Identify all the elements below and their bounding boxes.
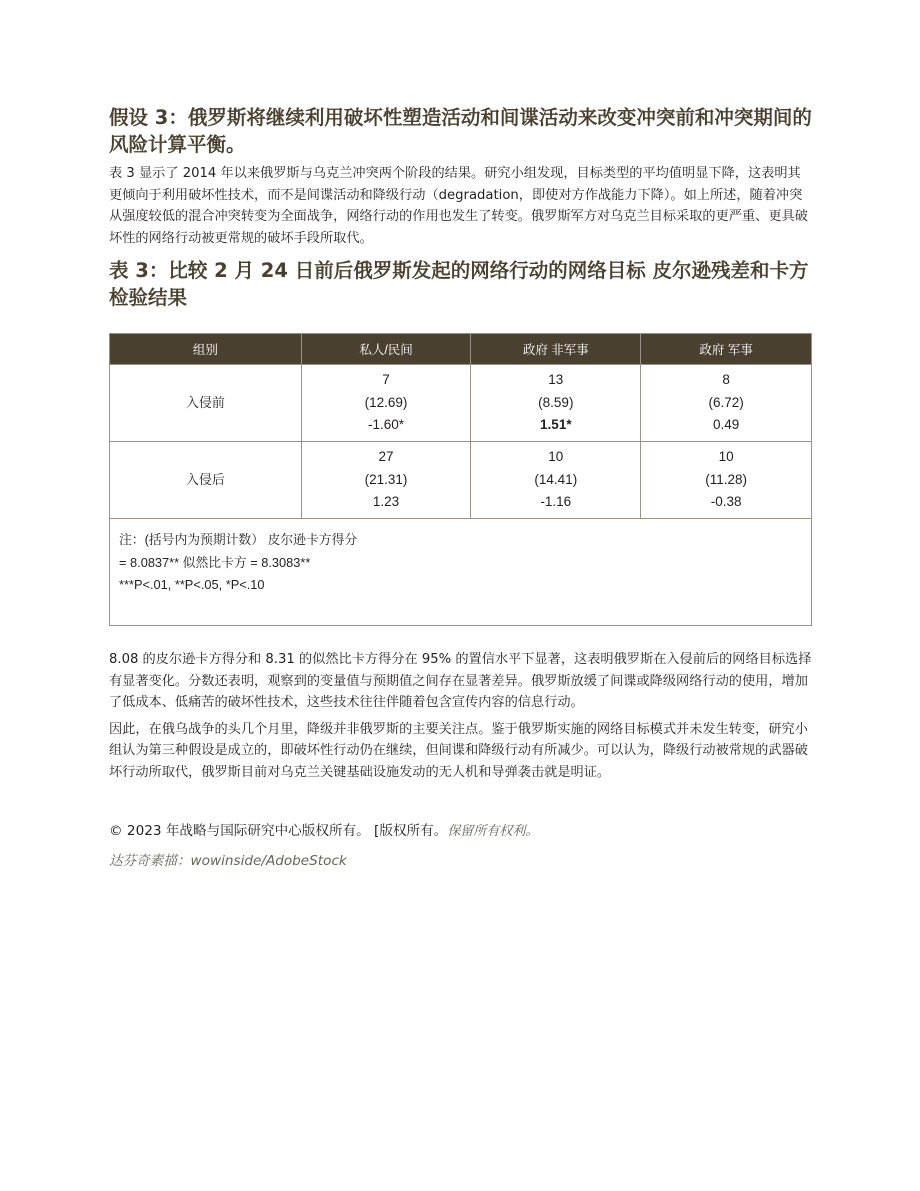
rights-reserved-text: 保留所有权利。 xyxy=(447,824,539,839)
expected-count: (6.72) xyxy=(708,394,744,410)
observed-count: 10 xyxy=(718,449,734,465)
table-cell xyxy=(301,442,471,519)
copyright-text: © 2023 年战略与国际研究中心版权所有。 [版权所有。 xyxy=(109,823,448,839)
table-row xyxy=(110,365,812,442)
expected-count: (11.28) xyxy=(705,471,747,487)
pearson-residual: -1.16 xyxy=(540,494,572,510)
table-title: 表 3：比较 2 月 24 日前后俄罗斯发起的网络行动的网络目标 皮尔逊残差和卡方检验结果 xyxy=(109,259,809,309)
column-header-group: 组别 xyxy=(110,334,302,365)
body-paragraph: 因此，在俄乌战争的头几个月里，降级并非俄罗斯的主要关注点。鉴于俄罗斯实施的网络目标模式并未发生转变，研究小组认为第三种假设是成立的，即破坏性行动仍在继续，但间谍和降级行动有所减少。可以认为，降级行动被常规的武器破坏行动所取代，俄罗斯目前对乌克兰关键基础设施发动的无人机和导弹袭击就是明证。 xyxy=(109,721,808,780)
column-header-gov-nonmilitary: 政府 非军事 xyxy=(471,334,641,365)
pearson-residual: -0.38 xyxy=(710,494,742,510)
results-table xyxy=(109,333,812,626)
row-label-pre-invasion: 入侵前 xyxy=(110,365,302,442)
table-cell xyxy=(471,442,641,519)
table-cell xyxy=(471,365,641,442)
expected-count: (8.59) xyxy=(538,394,574,410)
observed-count: 10 xyxy=(548,449,564,465)
observed-count: 7 xyxy=(382,372,390,388)
observed-count: 8 xyxy=(722,372,730,388)
observed-count: 27 xyxy=(378,449,394,465)
pearson-residual: 0.49 xyxy=(712,417,740,433)
pearson-residual: 1.23 xyxy=(372,494,400,510)
table-row xyxy=(110,442,812,519)
note-line: 注：(括号内为预期计数） 皮尔逊卡方得分 xyxy=(119,532,358,547)
copyright-line xyxy=(109,821,812,842)
pearson-residual: 1.51* xyxy=(540,417,572,433)
expected-count: (21.31) xyxy=(364,471,408,487)
table-cell xyxy=(301,365,471,442)
expected-count: (12.69) xyxy=(364,394,408,410)
note-line: ***P<.01, **P<.05, *P<.10 xyxy=(119,577,265,592)
pearson-residual: -1.60* xyxy=(368,417,405,433)
observed-count: 13 xyxy=(548,372,564,388)
photo-credit: 达芬奇素描：wowinside/AdobeStock xyxy=(109,853,347,869)
body-paragraph: 8.08 的皮尔逊卡方得分和 8.31 的似然比卡方得分在 95% 的置信水平下显著，这表明俄罗斯在入侵前后的网络目标选择有显著变化。分数还表明，观察到的变量值与预期值之间存在显著差异。俄罗斯放缓了间谍或降级网络行动的使用，增加了低成本、低痛苦的破坏性技术，这些技术往往伴随着包含宣传内容的信息行动。 xyxy=(109,652,812,710)
hypothesis-paragraph: 表 3 显示了 2014 年以来俄罗斯与乌克兰冲突两个阶段的结果。研究小组发现，目标类型的平均值明显下降，这表明其更倾向于利用破坏性技术，而不是间谍活动和降级行动（degradation，即使对方作战能力下降）。如上所述，随着冲突从强度较低的混合冲突转变为全面战争，网络行动的作用也发生了转变。俄罗斯军方对乌克兰目标采取的更严重、更具破坏性的网络行动被更常规的破坏手段所取代。 xyxy=(109,166,808,246)
table-note xyxy=(110,519,812,626)
expected-count: (14.41) xyxy=(534,471,578,487)
note-line: = 8.0837** 似然比卡方 = 8.3083** xyxy=(119,554,311,570)
table-cell xyxy=(641,442,812,519)
column-header-gov-military: 政府 军事 xyxy=(641,334,812,365)
page-content xyxy=(109,104,812,871)
table-header-row xyxy=(110,334,812,365)
table-cell xyxy=(641,365,812,442)
hypothesis-heading: 假设 3：俄罗斯将继续利用破坏性塑造活动和间谍活动来改变冲突前和冲突期间的风险计算平衡。 xyxy=(109,106,812,156)
table-note-row xyxy=(110,519,812,626)
column-header-private: 私人/民间 xyxy=(301,334,471,365)
row-label-post-invasion: 入侵后 xyxy=(110,442,302,519)
